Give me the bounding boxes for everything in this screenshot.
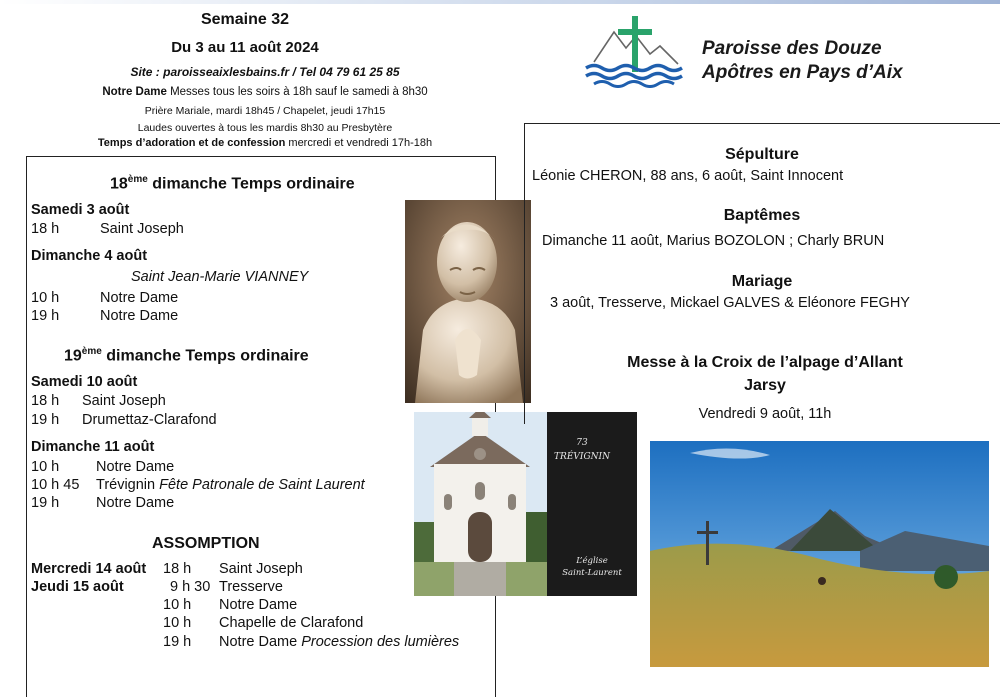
place-text: Notre Dame	[219, 597, 298, 613]
place-text: Notre Dame	[96, 459, 175, 475]
week19-label: dimanche Temps ordinaire	[101, 347, 309, 365]
laudes-info: Laudes ouvertes à tous les mardis 8h30 au Presbytère	[137, 122, 393, 134]
week18-saturday: Samedi 3 août	[31, 202, 130, 218]
week19-sup: ème	[81, 346, 102, 357]
assomption-wed-place: Saint Joseph	[219, 561, 303, 577]
assomption-thu-row-place	[219, 597, 297, 613]
week18-sun-row-time: 19 h	[31, 308, 60, 324]
week18-label: dimanche Temps ordinaire	[147, 175, 355, 193]
assomption-thu-row-time: 9 h 30	[170, 579, 211, 595]
site-and-phone[interactable]: Site : paroisseaixlesbains.fr / Tel 04 79 61 25 85	[130, 65, 400, 79]
week19-sunday: Dimanche 11 août	[31, 439, 155, 455]
week18-sun-row-time: 10 h	[31, 290, 60, 306]
assomption-thu-row-place	[219, 634, 459, 650]
assomption-wed-time: 18 h	[163, 561, 192, 577]
adoration-info	[30, 137, 500, 149]
adoration-text: mercredi et vendredi 17h-18h	[285, 137, 433, 149]
week18-sat-row-time: 18 h	[31, 221, 60, 237]
week19-sat-row-time: 18 h	[31, 393, 60, 409]
place-note: Procession des lumières	[297, 634, 460, 650]
week19-sun-row-place	[96, 459, 174, 475]
place-text: Tresserve	[219, 579, 283, 595]
week19-sat-row-place: Drumettaz-Clarafond	[82, 412, 217, 428]
alpage-allant-photo	[650, 441, 989, 667]
place-text: Trévignin	[96, 477, 156, 493]
assomption-title: ASSOMPTION	[152, 535, 260, 552]
week-dates: Du 3 au 11 août 2024	[171, 39, 319, 56]
sepulture-text: Léonie CHERON, 88 ans, 6 août, Saint Innocent	[532, 168, 844, 184]
week19-title	[64, 346, 309, 365]
mariage-text: 3 août, Tresserve, Mickael GALVES & Eléonore FEGHY	[550, 295, 910, 311]
notre-dame-info	[30, 86, 500, 98]
messe-place: Jarsy	[744, 377, 786, 394]
saint-of-day: Saint Jean-Marie VIANNEY	[131, 269, 309, 285]
parish-name-line2: Apôtres en Pays d’Aix	[702, 62, 903, 83]
priere-info: Prière Mariale, mardi 18h45 / Chapelet, jeudi 17h15	[144, 105, 386, 117]
assomption-thu-row-place	[219, 579, 283, 595]
statue-illustration	[405, 200, 531, 403]
week18-sunday: Dimanche 4 août	[31, 248, 148, 264]
parish-name	[702, 37, 903, 85]
messe-date: Vendredi 9 août, 11h	[698, 406, 832, 422]
notre-dame-text: Messes tous les soirs à 18h sauf le samedi à 8h30	[166, 86, 428, 98]
baptemes-text: Dimanche 11 août, Marius BOZOLON ; Charly BRUN	[542, 233, 885, 249]
week19-num: 19	[64, 347, 82, 365]
place-note: Fête Patronale de Saint Laurent	[155, 477, 365, 493]
week-title: Semaine 32	[200, 11, 290, 28]
assomption-thu-row-time: 10 h	[163, 615, 192, 631]
trevignin-title-card	[547, 412, 637, 596]
week19-sat-row-time: 19 h	[31, 412, 60, 428]
week19-sun-row-place	[96, 477, 365, 493]
week19-sun-row-time: 19 h	[31, 495, 60, 511]
assomption-thu-row-time: 19 h	[163, 634, 192, 650]
assomption-thu-row-place	[219, 615, 363, 631]
baptemes-title: Baptêmes	[723, 207, 801, 224]
place-text: Chapelle de Clarafond	[219, 615, 364, 631]
week19-sun-row-time: 10 h 45	[31, 477, 80, 493]
parish-logo-icon	[580, 16, 692, 88]
week19-sat-row-place: Saint Joseph	[82, 393, 166, 409]
week19-sun-row-time: 10 h	[31, 459, 60, 475]
trevignin-church-photo	[414, 412, 547, 596]
card-caption-2: Saint-Laurent	[562, 568, 622, 578]
saint-statue-photo	[405, 200, 531, 403]
church-illustration	[414, 412, 547, 596]
place-text: Notre Dame	[219, 634, 298, 650]
assomption-thursday: Jeudi 15 août	[31, 579, 124, 595]
week19-sun-row-place	[96, 495, 174, 511]
week19-saturday: Samedi 10 août	[31, 374, 138, 390]
top-gradient-bar	[0, 0, 1000, 4]
assomption-wednesday: Mercredi 14 août	[31, 561, 147, 577]
messe-title: Messe à la Croix de l’alpage d’Allant	[627, 354, 903, 371]
week18-sat-row-place: Saint Joseph	[100, 221, 184, 237]
adoration-label: Temps d’adoration et de confession	[97, 137, 286, 149]
assomption-thu-row-time: 10 h	[163, 597, 192, 613]
card-caption-1: L’église	[576, 556, 608, 566]
mariage-title: Mariage	[731, 273, 793, 290]
place-text: Notre Dame	[96, 495, 175, 511]
week18-title	[110, 174, 355, 193]
card-village: TRÉVIGNIN	[554, 452, 610, 462]
week18-sun-row-place: Notre Dame	[100, 308, 179, 324]
week18-num: 18	[110, 175, 128, 193]
notre-dame-label: Notre Dame	[102, 86, 167, 98]
week18-sup: ème	[127, 174, 148, 185]
alpine-landscape-illustration	[650, 441, 989, 667]
parish-name-line1: Paroisse des Douze	[702, 38, 882, 59]
week18-sun-row-place: Notre Dame	[100, 290, 179, 306]
card-dept: 73	[576, 438, 588, 448]
sepulture-title: Sépulture	[725, 146, 799, 163]
